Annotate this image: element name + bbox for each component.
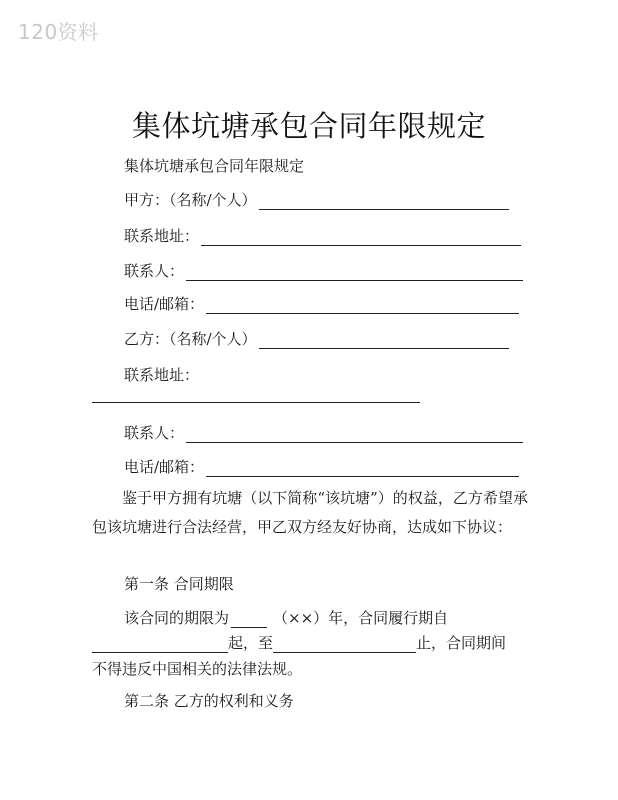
article-1-heading: 第一条 合同期限 <box>124 575 234 593</box>
watermark: 120资料 <box>18 20 99 44</box>
contact-person-row-a <box>124 261 523 281</box>
phone-email-label-a: 电话/邮箱： <box>124 295 205 313</box>
phone-email-blank-a[interactable] <box>206 295 519 314</box>
party-b-label: 乙方：（名称/个人） <box>124 330 257 348</box>
article-1-line-3: 不得违反中国相关的法律法规。 <box>92 660 303 678</box>
contact-person-row-b <box>124 423 523 443</box>
phone-email-label-b: 电话/邮箱： <box>124 458 205 476</box>
contact-address-blank-a[interactable] <box>201 227 521 246</box>
document-subtitle: 集体坑塘承包合同年限规定 <box>124 157 305 175</box>
article-1-line-1 <box>124 608 448 628</box>
party-b-row <box>124 329 509 349</box>
start-to-text: 起，至 <box>228 634 274 652</box>
term-prefix-text: 该合同的期限为 <box>124 609 230 627</box>
contact-person-label-a: 联系人： <box>124 262 185 280</box>
party-a-label: 甲方：（名称/个人） <box>124 191 257 209</box>
contact-address-row-a <box>124 226 521 246</box>
party-b-blank[interactable] <box>259 330 509 349</box>
end-date-blank[interactable] <box>273 634 416 653</box>
contact-person-blank-b[interactable] <box>186 424 523 443</box>
contact-person-blank-a[interactable] <box>186 262 523 281</box>
contact-person-label-b: 联系人： <box>124 424 185 442</box>
article-1-line-2 <box>92 633 506 653</box>
end-suffix-text: 止，合同期间 <box>416 634 507 652</box>
document-title: 集体坑塘承包合同年限规定 <box>131 109 486 143</box>
term-suffix-text: （××）年，合同履行期自 <box>273 609 449 627</box>
start-date-blank[interactable] <box>92 634 228 653</box>
phone-email-blank-b[interactable] <box>206 458 519 477</box>
contact-address-label-b: 联系地址： <box>124 366 200 384</box>
phone-email-row-a <box>124 294 519 314</box>
party-a-blank[interactable] <box>259 191 509 210</box>
contact-address-label-a: 联系地址： <box>124 227 200 245</box>
article-2-heading: 第二条 乙方的权利和义务 <box>124 692 294 710</box>
term-years-blank[interactable] <box>231 609 267 628</box>
party-a-row <box>124 190 509 210</box>
preamble-paragraph: 鉴于甲方拥有坑塘（以下简称“该坑塘”）的权益，乙方希望承包该坑塘进行合法经营，甲乙双方经友好协商，达成如下协议： <box>92 489 528 536</box>
phone-email-row-b <box>124 457 519 477</box>
contact-address-blank-b[interactable] <box>92 402 420 403</box>
